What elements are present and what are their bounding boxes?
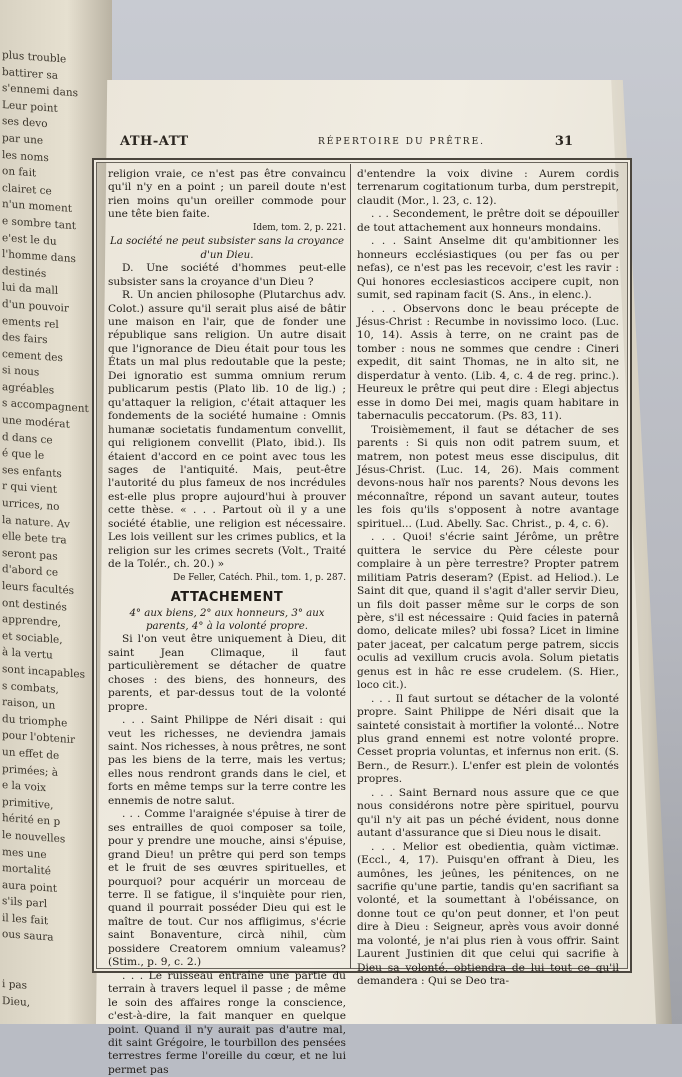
left-page-line: on fait [2, 165, 37, 180]
left-page-line: sont incapables [2, 663, 85, 681]
left-page-line: un effet de [2, 745, 60, 762]
left-page-line: Leur point [2, 98, 58, 115]
left-page-line: hérité en p [2, 812, 61, 829]
left-page-line: r qui vient [2, 480, 58, 497]
subtitle: 4° aux biens, 2° aux honneurs, 3° aux parents, 4° à la volonté propre. [129, 607, 325, 632]
left-page-line: mortalité [2, 862, 51, 878]
left-page-line: s accompagnent [2, 397, 89, 416]
paragraph: . . . Quoi! s'écrie saint Jérôme, un prêtre quittera le service du Père céleste pour complaire à un père terrestre? Propter patrem militiam Patris deseram? (Epist. ad Heliod.). Le Saint dit que, quand il s'agit d'aller servir Dieu, un fils doit passer même sur le corps de son père, s'il est nécessaire : Quid facies in paternâ domo, delicate miles? ubi fossa? Licet in limine pater jaceat, per calcatum perge patrem, siccis oculis ad vexillum crucis avola. Solum pietatis genus est in hâc re esse crudelem. (S. Hier., loco cit.). [357, 531, 619, 692]
left-page-line: s'ennemi dans [2, 82, 79, 100]
paragraph: . . . Comme l'araignée s'épuise à tirer de ses entrailles de quoi composer sa toile, pour y prendre une mouche, ainsi s'épuise, grand Dieu! un prêtre qui perd son temps et le fruit de ses œuvres spirituelles, et pourquoi? pour acquérir un morceau de terre. Il se fatigue, il s'inquiète pour rien, quand il pourrait posséder Dieu qui est le maître de tout. Cur nos affligimus, s'écrie saint Bonaventure, circà nihil, cùm possidere Creatorem omnium valeamus? (Stim., p. 9, c. 2.) [108, 808, 346, 969]
section-title: ATTACHEMENT [170, 590, 284, 606]
paragraph: religion vraie, ce n'est pas être convaincu qu'il n'y en a point ; un pareil doute n'est rien moins qu'un oreiller commode pour une tête bien faite. [108, 168, 346, 221]
left-page-line: les noms [2, 148, 49, 164]
left-column [108, 168, 346, 1077]
citation: Idem, tom. 2, p. 221. [252, 222, 346, 233]
left-page-line: agréables [2, 380, 55, 397]
left-page-line: des fairs [2, 331, 48, 347]
paragraph: . . . Il faut surtout se détacher de la volonté propre. Saint Philippe de Néri disait que la sainteté consistait à mortifier la volonté... Notre plus grand ennemi est notre volonté propre. Cesset propria voluntas, et infernus non erit. (S. Bern., de Resurr.). L'enfer est plein de volontés propres. [357, 692, 619, 786]
left-page-line: l'homme dans [2, 248, 76, 266]
left-page-line: d'un pouvoir [2, 297, 69, 315]
right-column [357, 168, 619, 989]
left-page-line: destinés [2, 264, 47, 280]
paragraph: . . . Observons donc le beau précepte de Jésus-Christ : Recumbe in novissimo loco. (Luc. 10, 14). Assis à terre, on ne craint pas de tomber : nous ne sommes que cendre : Cineri expedit, dit saint Thomas, ne in alto sit, ne disperdatur à vento. (Lib. 4, c. 4 de reg. princ.). Heureux le prêtre qui peut dire : Elegi abjectus esse in domo Dei mei, magis quam habitare in tabernaculis peccatorum. (Ps. 83, 11). [357, 302, 619, 423]
left-page-line: primitive, [2, 795, 54, 812]
left-page-line: battirer sa [2, 65, 59, 82]
left-page-line: é que le [2, 447, 45, 463]
left-page-line: ses devo [2, 115, 48, 131]
column-divider [350, 164, 351, 969]
left-page-line: plus trouble [2, 49, 67, 66]
paragraph: d'entendre la voix divine : Aurem cordis terrenarum cogitationum turba, dum perstrepit, claudit (Mor., l. 23, c. 12). [357, 168, 619, 207]
paragraph: . . . Le ruisseau entraîne une partie du terrain à travers lequel il passe ; de même le soin des affaires ronge la conscience, c'est-à-dire, la fait manquer en quelque point. Quand il n'y aurait pas d'autre mal, dit saint Grégoire, le tourbillon des pensées terrestres ferme l'oreille du cœur, et ne lui permet pas [108, 969, 346, 1076]
left-page-line: il les fait [2, 911, 49, 928]
left-page-line: clairet ce [2, 181, 52, 198]
left-page-line: ous saura [2, 928, 54, 945]
left-page-line: primées; à [2, 762, 59, 779]
paragraph: . . . Secondement, le prêtre doit se dépouiller de tout attachement aux honneurs mondains. [357, 208, 619, 234]
paragraph: D. Une société d'hommes peut-elle subsister sans la croyance d'un Dieu ? [108, 262, 346, 288]
subtitle: La société ne peut subsister sans la croyance d'un Dieu. [109, 236, 345, 261]
left-page-line: elle bete tra [2, 530, 67, 547]
left-page-line: leurs facultés [2, 580, 75, 598]
left-page-line: cement des [2, 347, 63, 364]
header-center: RÉPERTOIRE DU PRÊTRE. [318, 137, 486, 147]
paragraph: . . . Melior est obedientia, quàm victimæ. (Eccl., 4, 17). Puisqu'en offrant à Dieu, les aumônes, les jeûnes, les pénitences, on ne sacrifie qu'une partie, tandis qu'en sacrifiant sa volonté, et la soumettant à l'obéissance, on donne tout ce qu'on peut donner, et l'on peut dire à Dieu : Seigneur, après vous avoir donné ma volonté, je n'ai plus rien à vous offrir. Saint Laurent Justinien dit que celui qui sacrifie à Dieu sa volonté, obtiendra de lui tout ce qu'il demandera : Qui se Deo tra- [357, 840, 619, 988]
left-page-line: ements rel [2, 314, 59, 331]
left-page-line: une modérat [2, 414, 70, 431]
left-page-line: si nous [2, 364, 40, 379]
left-page-line: seront pas [2, 546, 58, 563]
left-page-line: le nouvelles [2, 828, 66, 846]
paragraph: Troisièmement, il faut se détacher de ses parents : Si quis non odit patrem suum, et matrem, non potest meus esse discipulus, dit Jésus-Christ. (Luc. 14, 26). Mais comment devons-nous haïr nos parents? Nous devons les méconnaître, répond un savant auteur, toutes les fois qu'ils s'opposent à notre avantage spirituel... (Lud. Abelly. Sac. Christ., p. 4, c. 6). [357, 423, 619, 530]
paragraph: Si l'on veut être uniquement à Dieu, dit saint Jean Climaque, il faut particulièrement se détacher de quatre choses : des biens, des honneurs, des parents, et par-dessus tout de la volonté propre. [108, 633, 346, 713]
page-number: 31 [554, 134, 573, 149]
header-left: ATH-ATT [120, 134, 189, 149]
left-page-line: e'est le du [2, 231, 57, 248]
left-page-line: s'ils parl [2, 895, 48, 911]
left-page-line: d'abord ce [2, 563, 59, 580]
left-page-line: urrices, no [2, 497, 60, 514]
left-page-line: i pas [2, 978, 28, 993]
left-page-line: ont destinés [2, 596, 67, 614]
left-page-line: lui da mall [2, 281, 59, 298]
left-page-line: Dieu, [2, 994, 31, 1009]
left-page-text [0, 47, 89, 1016]
paragraph: . . . Saint Philippe de Néri disait : qui veut les richesses, ne deviendra jamais saint. Nos richesses, à nous prêtres, ne sont pas les biens de la terre, mais les vertus; elles nous rendront grands dans le ciel, et forts en même temps sur la terre contre les ennemis de notre salut. [108, 714, 346, 807]
left-page-line: aura point [2, 878, 58, 895]
left-page-line: n'un moment [2, 198, 72, 216]
left-page-line: e sombre tant [2, 214, 76, 233]
left-page-line: apprendre, [2, 613, 61, 630]
left-page-line: mes une [2, 845, 47, 861]
left-page-line: par une [2, 132, 44, 147]
paragraph: R. Un ancien philosophe (Plutarchus adv. Colot.) assure qu'il serait plus aisé de bâtir une maison en l'air, que de fonder une république sans religion. Un autre disait que l'ignorance de Dieu était pour tous les États un mal plus redoutable que la peste; Dei ignoratio est summa omnium rerum publicarum pestis (Plato lib. 10 de lig.) ; qu'attaquer la religion, c'était attaquer les fondements de la société humaine : Omnis humanæ societatis fundamentum convellit, qui religionem convellit (Plato, ibid.). Ils étaient d'accord en ce point avec tous les sages de l'antiquité. Mais, peut-être l'autorité du plus fameux de nos incrédules est-elle plus propre aujourd'hui à prouver cette thèse. « . . . Partout où il y a une société établie, une religion est nécessaire. Les lois veillent sur les crimes publics, et la religion sur les crimes secrets (Volt., Traité de la Tolér., ch. 20.) » [108, 289, 346, 571]
paragraph: . . . Saint Bernard nous assure que ce que nous considérons notre père spirituel, pourvu qu'il n'y ait pas un péché évident, nous donne autant d'assurance que si Dieu nous le disait. [357, 786, 619, 840]
left-page-line: du triomphe [2, 712, 68, 730]
paragraph: . . . Saint Anselme dit qu'ambitionner les honneurs ecclésiastiques (ou per fas ou per nefas), ce n'est pas les recevoir, c'est les ravir : Qui honores ecclesiasticos accipere cupit, non sumit, sed rapinam facit (S. Ans., in elenc.). [357, 235, 619, 302]
citation: De Feller, Catéch. Phil., tom. 1, p. 287. [173, 572, 346, 583]
left-page-line: s combats, [2, 679, 59, 696]
left-page-line: raison, un [2, 696, 56, 712]
running-header [118, 134, 573, 156]
left-page-line: à la vertu [2, 646, 53, 662]
left-page-line: e la voix [2, 779, 47, 795]
left-page-line: la nature. Av [2, 513, 70, 531]
left-page-line: ses enfants [2, 463, 62, 481]
left-page-line: et sociable, [2, 629, 63, 647]
left-page-line: d dans ce [2, 430, 53, 447]
left-page-line: pour l'obtenir [2, 729, 76, 747]
